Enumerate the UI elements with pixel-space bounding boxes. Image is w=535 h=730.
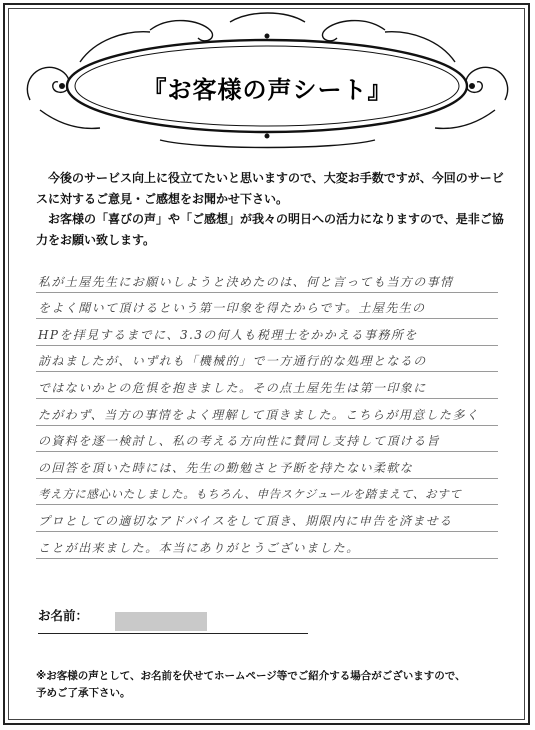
comment-line [36, 372, 498, 399]
comment-line-text: ことが出来ました。本当にありがとうございました。 [38, 540, 360, 555]
name-underline [38, 633, 308, 634]
footer-note-line-2: 予めご了承下さい。 [36, 687, 131, 699]
comment-line [36, 505, 498, 532]
comment-line-text: の資料を逐一検討し、私の考える方向性に賛同し支持して頂ける旨 [38, 434, 441, 449]
comment-line-text: 考え方に感心いたしました。もちろん、申告スケジュールを踏まえて、おすて [38, 487, 462, 502]
footer-note [36, 668, 506, 702]
comment-line [36, 399, 498, 426]
comment-line [36, 452, 498, 479]
comment-line-text: プロとしての適切なアドバイスをして頂き、期限内に申告を済ませる [38, 513, 453, 528]
comment-line [36, 346, 498, 373]
intro-text [36, 168, 506, 250]
handwritten-comment-area [36, 266, 498, 559]
comment-line [36, 479, 498, 506]
comment-line-text: 私が土屋先生にお願いしようと決めたのは、何と言っても当方の事情 [38, 274, 454, 289]
name-label: お名前： [38, 608, 89, 623]
comment-line [36, 532, 498, 559]
comment-line [36, 266, 498, 293]
redacted-name [115, 612, 207, 631]
footer-note-line-1: ※お客様の声として、お名前を伏せてホームページ等でご紹介する場合がございますので、 [36, 670, 466, 682]
comment-line [36, 426, 498, 453]
comment-line-text: 訪ねましたが、いずれも「機械的」で一方通行的な処理となるの [38, 354, 427, 369]
comment-line-text: HPを拝見するまでに、3.3の何人も税理士をかかえる事務所を [38, 327, 418, 342]
comment-line-text: たがわず、当方の事情をよく理解して頂きました。こちらが用意した多く [38, 407, 480, 422]
comment-line-text: をよく聞いて頂けるという第一印象を得たからです。土屋先生の [38, 301, 426, 316]
comment-line [36, 319, 498, 346]
intro-paragraph-2: お客様の「喜びの声」や「ご感想」が我々の明日への活力になりますので、是非ご協力をお願い致します。 [36, 212, 504, 247]
comment-line-text: ではないかとの危惧を抱きました。その点土屋先生は第一印象に [38, 380, 427, 395]
sheet-title: 『お客様の声シート』 [142, 75, 393, 104]
comment-line [36, 293, 498, 320]
comment-line-text: の回答を頂いた時には、先生の勤勉さと予断を持たない柔軟な [38, 460, 414, 475]
intro-paragraph-1: 今後のサービス向上に役立てたいと思いますので、大変お手数ですが、今回のサービスに対するご意見・ご感想をお聞かせ下さい。 [36, 171, 504, 206]
